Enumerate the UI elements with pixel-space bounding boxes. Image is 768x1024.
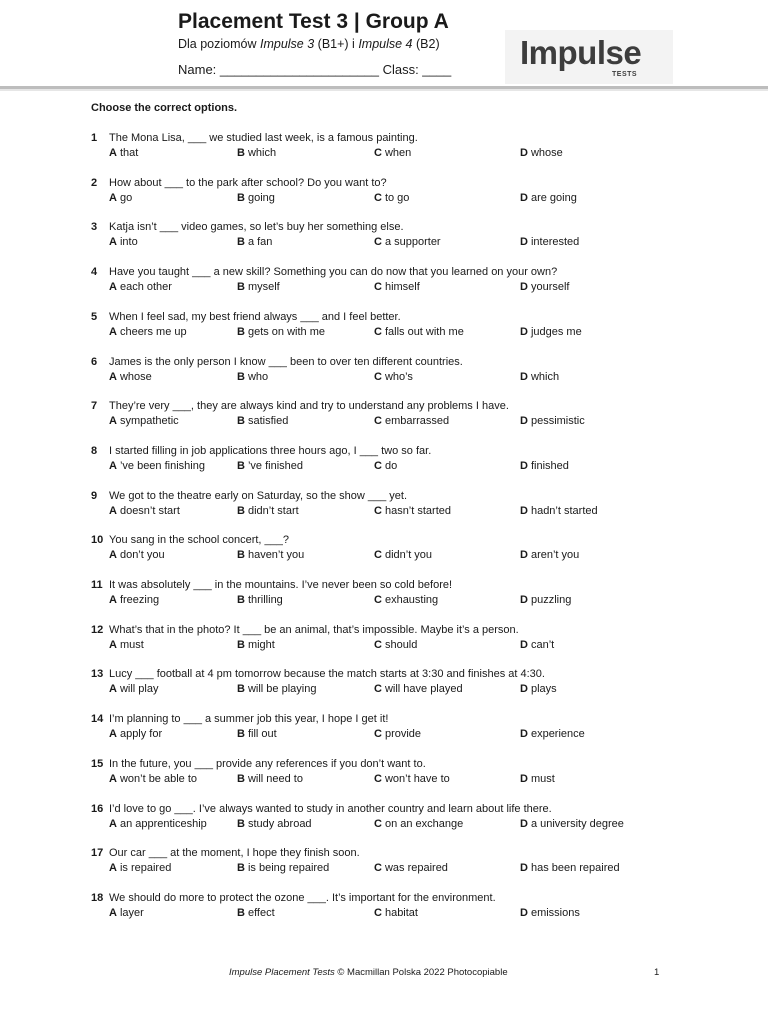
question-stem: We should do more to protect the ozone ___. It’s important for the environment. bbox=[109, 891, 496, 904]
option-b[interactable] bbox=[237, 861, 329, 876]
option-letter: B bbox=[237, 638, 245, 651]
subtitle-level-1: Impulse 3 bbox=[259, 37, 315, 51]
option-letter: B bbox=[237, 683, 245, 696]
option-c[interactable] bbox=[374, 235, 441, 250]
subtitle-level-1-code: (B1+) i bbox=[314, 37, 359, 51]
option-d[interactable] bbox=[520, 414, 585, 429]
option-a[interactable] bbox=[109, 593, 159, 608]
option-letter: D bbox=[520, 638, 528, 651]
option-b[interactable] bbox=[237, 370, 268, 385]
option-text: exhausting bbox=[384, 594, 439, 606]
footer-series: Impulse Placement Tests bbox=[229, 967, 335, 978]
option-text: will play bbox=[119, 683, 159, 696]
option-c[interactable] bbox=[374, 325, 464, 340]
question-number: 3 bbox=[91, 221, 98, 234]
question-number: 15 bbox=[91, 757, 104, 770]
option-text: didn’t you bbox=[384, 549, 433, 562]
option-a[interactable] bbox=[109, 459, 205, 474]
option-text: are going bbox=[530, 191, 577, 204]
option-letter: A bbox=[109, 683, 117, 696]
impulse-logo bbox=[505, 30, 673, 84]
option-b[interactable] bbox=[237, 235, 272, 250]
question-number: 5 bbox=[91, 310, 98, 323]
page-number: 1 bbox=[654, 967, 660, 978]
option-text: cheers me up bbox=[119, 325, 187, 338]
option-text: sympathetic bbox=[119, 415, 179, 428]
option-text: pessimistic bbox=[530, 415, 585, 428]
option-letter: D bbox=[520, 772, 528, 785]
option-d[interactable] bbox=[520, 325, 582, 340]
option-c[interactable] bbox=[374, 459, 397, 474]
option-c[interactable] bbox=[374, 191, 409, 206]
option-text: won’t be able to bbox=[119, 772, 198, 785]
option-b[interactable] bbox=[237, 504, 299, 519]
question-number: 11 bbox=[91, 579, 103, 591]
question-stem: What’s that in the photo? It ___ be an animal, that’s impossible. Maybe it’s a person. bbox=[109, 623, 519, 636]
option-letter: C bbox=[374, 817, 382, 830]
option-a[interactable] bbox=[109, 370, 152, 385]
option-letter: B bbox=[237, 191, 245, 204]
option-text: must bbox=[119, 638, 144, 651]
option-a[interactable] bbox=[109, 548, 165, 563]
option-letter: D bbox=[520, 191, 528, 204]
option-letter: B bbox=[237, 906, 245, 919]
question-item bbox=[0, 265, 768, 299]
question-item bbox=[0, 891, 768, 925]
option-a[interactable] bbox=[109, 861, 171, 876]
logo-subtext: TESTS bbox=[612, 71, 638, 78]
option-letter: D bbox=[520, 370, 528, 383]
option-letter: B bbox=[237, 772, 245, 785]
option-text: didn’t start bbox=[247, 504, 299, 517]
option-letter: A bbox=[109, 147, 117, 159]
option-letter: C bbox=[374, 370, 382, 383]
option-letter: A bbox=[109, 236, 117, 249]
option-text: ’ve finished bbox=[247, 459, 303, 472]
option-d[interactable] bbox=[520, 280, 569, 295]
option-letter: B bbox=[237, 147, 245, 159]
option-text: going bbox=[247, 191, 275, 204]
option-c[interactable] bbox=[374, 861, 448, 876]
option-text: will have played bbox=[384, 683, 463, 696]
option-text: must bbox=[530, 772, 555, 785]
question-stem: I’m planning to ___ a summer job this year, I hope I get it! bbox=[109, 713, 389, 726]
level-subtitle bbox=[178, 37, 440, 51]
option-letter: A bbox=[109, 415, 117, 428]
question-item bbox=[0, 355, 768, 389]
option-letter: A bbox=[109, 325, 117, 338]
option-d[interactable] bbox=[520, 906, 580, 921]
option-letter: C bbox=[374, 772, 382, 785]
option-b[interactable] bbox=[237, 772, 303, 787]
option-d[interactable] bbox=[520, 727, 585, 742]
option-text: do bbox=[384, 459, 398, 472]
option-letter: B bbox=[237, 504, 245, 517]
question-stem: It was absolutely ___ in the mountains. I’ve never been so cold before! bbox=[109, 579, 453, 591]
option-d[interactable] bbox=[520, 861, 620, 876]
question-item bbox=[0, 802, 768, 836]
option-a[interactable] bbox=[109, 235, 138, 250]
option-letter: C bbox=[374, 862, 382, 875]
option-c[interactable] bbox=[374, 817, 463, 832]
option-letter: B bbox=[237, 236, 245, 249]
option-b[interactable] bbox=[237, 146, 276, 161]
option-a[interactable] bbox=[109, 414, 179, 429]
option-letter: B bbox=[237, 594, 245, 606]
option-text: interested bbox=[530, 236, 580, 249]
document-header bbox=[0, 0, 768, 92]
option-letter: B bbox=[237, 325, 245, 338]
option-letter: C bbox=[374, 415, 382, 428]
option-d[interactable] bbox=[520, 682, 557, 697]
option-text: provide bbox=[384, 728, 422, 741]
option-text: falls out with me bbox=[384, 325, 464, 338]
option-text: each other bbox=[119, 281, 172, 294]
option-text: to go bbox=[384, 191, 410, 204]
option-text: an apprenticeship bbox=[119, 817, 207, 830]
question-item bbox=[0, 712, 768, 746]
option-a[interactable] bbox=[109, 906, 144, 921]
option-letter: D bbox=[520, 504, 528, 517]
option-letter: D bbox=[520, 549, 528, 562]
question-item bbox=[0, 310, 768, 344]
option-b[interactable] bbox=[237, 459, 303, 474]
question-stem: Katja isn’t ___ video games, so let’s buy her something else. bbox=[109, 221, 404, 234]
option-c[interactable] bbox=[374, 682, 463, 697]
question-item bbox=[0, 846, 768, 880]
option-letter: D bbox=[520, 862, 528, 875]
option-text: go bbox=[119, 191, 133, 204]
header-divider-shadow bbox=[0, 89, 768, 91]
option-text: which bbox=[530, 370, 560, 383]
option-d[interactable] bbox=[520, 504, 598, 519]
question-item bbox=[0, 131, 768, 165]
option-b[interactable] bbox=[237, 191, 275, 206]
instruction-text: Choose the correct options. bbox=[91, 102, 238, 114]
option-b[interactable] bbox=[237, 593, 283, 608]
question-number: 12 bbox=[91, 623, 104, 636]
option-text: will need to bbox=[247, 772, 303, 785]
option-d[interactable] bbox=[520, 146, 563, 161]
option-letter: B bbox=[237, 370, 245, 383]
question-stem: James is the only person I know ___ been to over ten different countries. bbox=[109, 355, 463, 368]
option-letter: B bbox=[237, 862, 245, 875]
option-c[interactable] bbox=[374, 772, 450, 787]
option-a[interactable] bbox=[109, 772, 197, 787]
option-text: who bbox=[247, 370, 269, 383]
option-text: aren’t you bbox=[530, 549, 580, 562]
option-letter: A bbox=[109, 594, 117, 606]
option-text: apply for bbox=[119, 728, 163, 741]
option-text: a fan bbox=[247, 236, 273, 249]
option-text: yourself bbox=[530, 281, 570, 294]
option-text: gets on with me bbox=[247, 325, 325, 338]
option-letter: D bbox=[520, 415, 528, 428]
question-item bbox=[0, 444, 768, 478]
option-letter: A bbox=[109, 906, 117, 919]
option-letter: B bbox=[237, 549, 245, 562]
question-number: 17 bbox=[91, 847, 104, 860]
question-item bbox=[0, 667, 768, 701]
option-text: puzzling bbox=[530, 594, 572, 606]
question-item bbox=[0, 399, 768, 433]
option-text: when bbox=[384, 147, 412, 159]
option-text: who’s bbox=[384, 370, 413, 383]
option-text: which bbox=[247, 147, 277, 159]
option-letter: C bbox=[374, 594, 382, 606]
option-letter: C bbox=[374, 504, 382, 517]
option-text: emissions bbox=[530, 906, 580, 919]
option-d[interactable] bbox=[520, 638, 554, 653]
page-title: Placement Test 3 | Group A bbox=[178, 10, 449, 33]
option-a[interactable] bbox=[109, 727, 162, 742]
question-stem: Lucy ___ football at 4 pm tomorrow because the match starts at 3:30 and finishes at 4:30. bbox=[109, 668, 545, 681]
option-c[interactable] bbox=[374, 548, 432, 563]
option-a[interactable] bbox=[109, 191, 132, 206]
option-a[interactable] bbox=[109, 682, 158, 697]
option-b[interactable] bbox=[237, 638, 275, 653]
option-b[interactable] bbox=[237, 325, 325, 340]
option-d[interactable] bbox=[520, 817, 624, 832]
question-item bbox=[0, 176, 768, 210]
question-number: 16 bbox=[91, 802, 104, 815]
option-text: fill out bbox=[247, 728, 277, 741]
option-text: was repaired bbox=[384, 862, 448, 875]
option-text: whose bbox=[530, 147, 563, 159]
question-number: 2 bbox=[91, 176, 98, 189]
option-text: experience bbox=[530, 728, 585, 741]
option-letter: C bbox=[374, 683, 382, 696]
option-a[interactable] bbox=[109, 504, 180, 519]
option-d[interactable] bbox=[520, 459, 569, 474]
question-number: 1 bbox=[91, 132, 98, 144]
option-a[interactable] bbox=[109, 146, 138, 161]
option-letter: C bbox=[374, 147, 382, 159]
option-letter: C bbox=[374, 728, 382, 741]
option-text: might bbox=[247, 638, 275, 651]
question-stem: The Mona Lisa, ___ we studied last week, is a famous painting. bbox=[109, 132, 418, 144]
option-letter: D bbox=[520, 683, 528, 696]
option-text: haven’t you bbox=[247, 549, 305, 562]
option-text: can’t bbox=[530, 638, 555, 651]
option-text: hadn’t started bbox=[530, 504, 598, 517]
option-d[interactable] bbox=[520, 772, 555, 787]
option-text: embarrassed bbox=[384, 415, 450, 428]
option-letter: A bbox=[109, 638, 117, 651]
question-stem: We got to the theatre early on Saturday, so the show ___ yet. bbox=[109, 489, 407, 502]
logo-wordmark: Impulse bbox=[520, 34, 642, 71]
option-text: ’ve been finishing bbox=[119, 459, 205, 472]
option-letter: A bbox=[109, 281, 117, 294]
option-letter: B bbox=[237, 281, 245, 294]
option-c[interactable] bbox=[374, 146, 411, 161]
option-text: satisfied bbox=[247, 415, 289, 428]
option-text: finished bbox=[530, 459, 569, 472]
option-b[interactable] bbox=[237, 817, 312, 832]
subtitle-prefix: Dla poziomów bbox=[178, 37, 260, 51]
option-letter: C bbox=[374, 549, 382, 562]
option-b[interactable] bbox=[237, 280, 280, 295]
option-text: himself bbox=[384, 281, 420, 294]
footer-credits bbox=[229, 967, 508, 978]
option-text: a university degree bbox=[530, 817, 624, 830]
option-letter: D bbox=[520, 147, 528, 159]
question-stem: Have you taught ___ a new skill? Something you can do now that you learned on your own? bbox=[109, 266, 558, 279]
question-item bbox=[0, 489, 768, 523]
question-item bbox=[0, 533, 768, 567]
option-d[interactable] bbox=[520, 191, 577, 206]
option-text: whose bbox=[119, 370, 152, 383]
option-c[interactable] bbox=[374, 370, 413, 385]
option-letter: A bbox=[109, 817, 117, 830]
option-letter: C bbox=[374, 236, 382, 249]
option-a[interactable] bbox=[109, 280, 172, 295]
option-letter: C bbox=[374, 459, 382, 472]
question-number: 10 bbox=[91, 534, 104, 547]
option-letter: B bbox=[237, 728, 245, 741]
option-text: should bbox=[384, 638, 418, 651]
option-b[interactable] bbox=[237, 682, 316, 697]
option-letter: B bbox=[237, 459, 245, 472]
option-letter: D bbox=[520, 594, 528, 606]
option-c[interactable] bbox=[374, 727, 421, 742]
question-item bbox=[0, 220, 768, 254]
option-b[interactable] bbox=[237, 414, 288, 429]
option-text: has been repaired bbox=[530, 862, 620, 875]
option-letter: B bbox=[237, 817, 245, 830]
question-stem: They’re very ___, they are always kind and try to understand any problems I have. bbox=[109, 400, 509, 413]
question-stem: When I feel sad, my best friend always ___ and I feel better. bbox=[109, 310, 401, 323]
question-number: 13 bbox=[91, 668, 104, 681]
question-stem: You sang in the school concert, ___? bbox=[109, 534, 290, 547]
option-letter: D bbox=[520, 728, 528, 741]
option-text: don’t you bbox=[119, 549, 165, 562]
option-text: won’t have to bbox=[384, 772, 450, 785]
option-text: freezing bbox=[119, 594, 160, 606]
option-b[interactable] bbox=[237, 548, 304, 563]
question-item bbox=[0, 623, 768, 657]
option-c[interactable] bbox=[374, 280, 420, 295]
option-letter: A bbox=[109, 862, 117, 875]
option-d[interactable] bbox=[520, 548, 579, 563]
option-letter: A bbox=[109, 772, 117, 785]
option-letter: D bbox=[520, 906, 528, 919]
name-class-line: Name: ______________________ Class: ____ bbox=[178, 62, 452, 77]
option-letter: B bbox=[237, 415, 245, 428]
option-d[interactable] bbox=[520, 370, 559, 385]
option-text: study abroad bbox=[247, 817, 312, 830]
option-letter: D bbox=[520, 236, 528, 249]
question-item bbox=[0, 757, 768, 791]
question-number: 9 bbox=[91, 489, 98, 502]
question-stem: How about ___ to the park after school? Do you want to? bbox=[109, 176, 387, 189]
footer-copyright: © Macmillan Polska 2022 Photocopiable bbox=[334, 967, 508, 978]
option-text: that bbox=[119, 147, 139, 159]
option-d[interactable] bbox=[520, 235, 579, 250]
option-letter: D bbox=[520, 459, 528, 472]
option-text: plays bbox=[530, 683, 557, 696]
question-number: 7 bbox=[91, 400, 98, 413]
question-number: 6 bbox=[91, 355, 98, 368]
question-number: 14 bbox=[91, 713, 104, 726]
option-letter: A bbox=[109, 191, 117, 204]
option-c[interactable] bbox=[374, 414, 449, 429]
option-letter: D bbox=[520, 325, 528, 338]
option-text: thrilling bbox=[247, 594, 283, 606]
option-text: doesn’t start bbox=[119, 504, 180, 517]
option-text: hasn’t started bbox=[384, 504, 451, 517]
option-text: effect bbox=[247, 906, 275, 919]
option-letter: A bbox=[109, 459, 117, 472]
option-a[interactable] bbox=[109, 817, 207, 832]
option-text: into bbox=[119, 236, 138, 249]
option-text: is repaired bbox=[119, 862, 172, 875]
option-c[interactable] bbox=[374, 593, 438, 608]
option-c[interactable] bbox=[374, 504, 451, 519]
question-number: 8 bbox=[91, 444, 98, 457]
option-letter: C bbox=[374, 638, 382, 651]
option-letter: C bbox=[374, 281, 382, 294]
option-c[interactable] bbox=[374, 638, 417, 653]
option-letter: A bbox=[109, 370, 117, 383]
option-letter: A bbox=[109, 728, 117, 741]
option-letter: C bbox=[374, 325, 382, 338]
question-item bbox=[0, 578, 768, 612]
option-text: habitat bbox=[384, 906, 418, 919]
question-stem: Our car ___ at the moment, I hope they finish soon. bbox=[109, 847, 360, 860]
option-letter: A bbox=[109, 504, 117, 517]
option-text: myself bbox=[247, 281, 280, 294]
option-letter: C bbox=[374, 906, 382, 919]
question-number: 4 bbox=[91, 266, 98, 279]
option-letter: D bbox=[520, 281, 528, 294]
option-b[interactable] bbox=[237, 906, 275, 921]
option-text: on an exchange bbox=[384, 817, 464, 830]
option-letter: A bbox=[109, 549, 117, 562]
option-text: will be playing bbox=[247, 683, 317, 696]
option-text: a supporter bbox=[384, 236, 441, 249]
option-text: layer bbox=[119, 906, 144, 919]
option-b[interactable] bbox=[237, 727, 277, 742]
question-number: 18 bbox=[91, 891, 104, 904]
subtitle-level-2: Impulse 4 bbox=[358, 37, 413, 51]
option-c[interactable] bbox=[374, 906, 418, 921]
question-stem: In the future, you ___ provide any references if you don’t want to. bbox=[109, 757, 426, 770]
question-stem: I’d love to go ___. I’ve always wanted to study in another country and learn about life there. bbox=[109, 802, 552, 815]
option-text: is being repaired bbox=[247, 862, 330, 875]
subtitle-level-2-code: (B2) bbox=[412, 37, 440, 51]
option-letter: D bbox=[520, 817, 528, 830]
question-stem: I started filling in job applications three hours ago, I ___ two so far. bbox=[109, 444, 432, 457]
option-text: judges me bbox=[530, 325, 582, 338]
option-a[interactable] bbox=[109, 638, 144, 653]
option-a[interactable] bbox=[109, 325, 187, 340]
option-letter: C bbox=[374, 191, 382, 204]
option-d[interactable] bbox=[520, 593, 571, 608]
